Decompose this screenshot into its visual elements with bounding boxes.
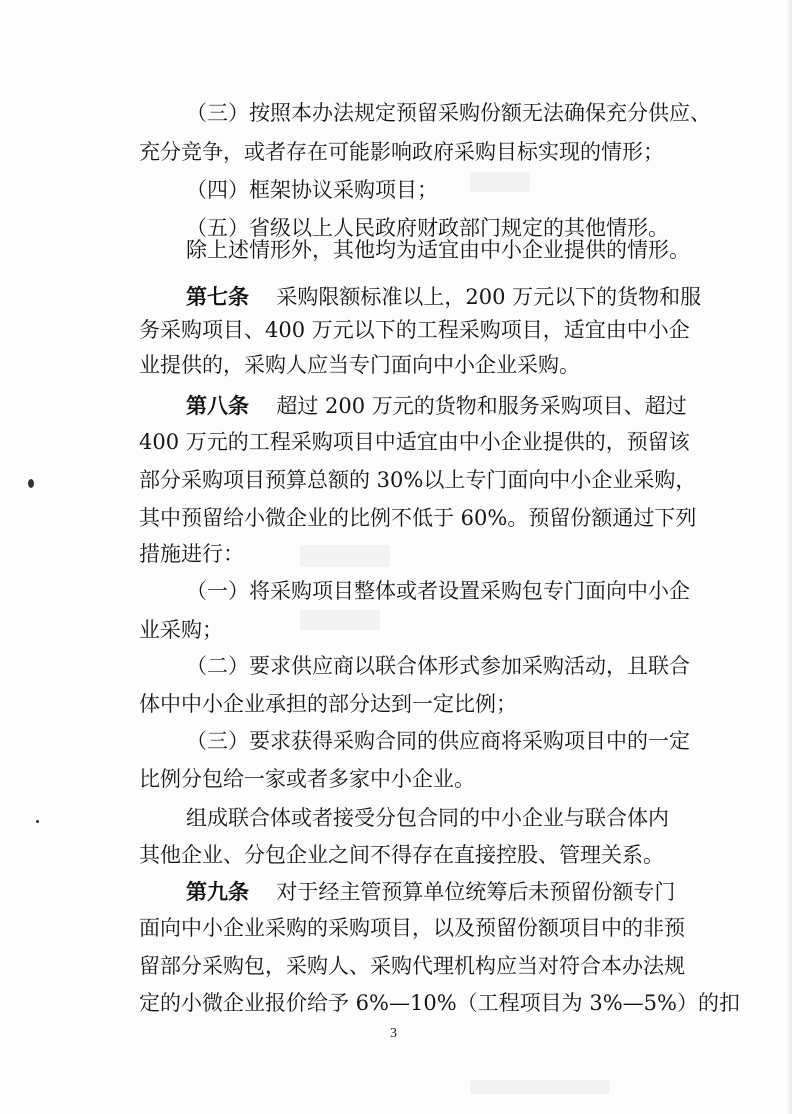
text-line: 留部分采购包，采购人、采购代理机构应当对符合本办法规 (139, 954, 685, 978)
scan-edge-shadow (786, 0, 792, 1114)
text-line: 面向中小企业采购的采购项目，以及预留份额项目中的非预 (139, 916, 685, 940)
article-text: 采购限额标准以上，200 万元以下的货物和服 (276, 285, 702, 309)
scan-ghost-mark (300, 545, 390, 567)
text-line: 组成联合体或者接受分包合同的中小企业与联合体内 (186, 806, 669, 830)
text-line: 比例分包给一家或者多家中小企业。 (139, 767, 475, 791)
text-line: （三）要求获得采购合同的供应商将采购项目中的一定 (186, 729, 690, 753)
text-line: 定的小微企业报价给予 6%—10%（工程项目为 3%—5%）的扣 (139, 991, 740, 1015)
article-heading: 第七条 (186, 285, 249, 309)
scan-speck (28, 479, 34, 488)
scan-ghost-mark (470, 1080, 610, 1094)
article-text: 对于经主管预算单位统筹后未预留份额专门 (276, 880, 676, 904)
text-line: （三）按照本办法规定预留采购份额无法确保充分供应、 (186, 101, 711, 125)
text-line: 除上述情形外，其他均为适宜由中小企业提供的情形。 (186, 238, 690, 262)
article-heading: 第八条 (186, 394, 249, 418)
page-number: 3 (390, 1026, 397, 1041)
text-line: 其他企业、分包企业之间不得存在直接控股、管理关系。 (139, 843, 664, 867)
text-line: 400 万元的工程采购项目中适宜由中小企业提供的，预留该 (139, 430, 690, 454)
text-line: 其中预留给小微企业的比例不低于 60%。预留份额通过下列 (139, 506, 697, 530)
text-line: （四）框架协议采购项目； (186, 178, 438, 202)
text-line: 业采购； (139, 618, 223, 642)
text-line: 部分采购项目预算总额的 30%以上专门面向中小企业采购， (139, 468, 697, 492)
article-text: 超过 200 万元的货物和服务采购项目、超过 (276, 394, 687, 418)
scan-ghost-mark (300, 610, 380, 630)
scan-speck (36, 820, 39, 823)
text-line: 体中中小企业承担的部分达到一定比例； (139, 692, 517, 716)
text-line: 务采购项目、400 万元以下的工程采购项目，适宜由中小企 (139, 318, 690, 342)
text-line: 措施进行： (139, 542, 244, 566)
text-line: 充分竞争，或者存在可能影响政府采购目标实现的情形； (139, 140, 664, 164)
scan-ghost-mark (470, 172, 530, 192)
article-eight-first-line (186, 392, 687, 420)
article-heading: 第九条 (186, 880, 249, 904)
article-nine-first-line (186, 878, 675, 906)
article-seven-first-line (186, 283, 701, 311)
text-line: （一）将采购项目整体或者设置采购包专门面向中小企 (186, 579, 690, 603)
text-line: 业提供的，采购人应当专门面向中小企业采购。 (139, 353, 580, 377)
text-line: （五）省级以上人民政府财政部门规定的其他情形。 (186, 216, 669, 240)
text-line: （二）要求供应商以联合体形式参加采购活动，且联合 (186, 654, 690, 678)
